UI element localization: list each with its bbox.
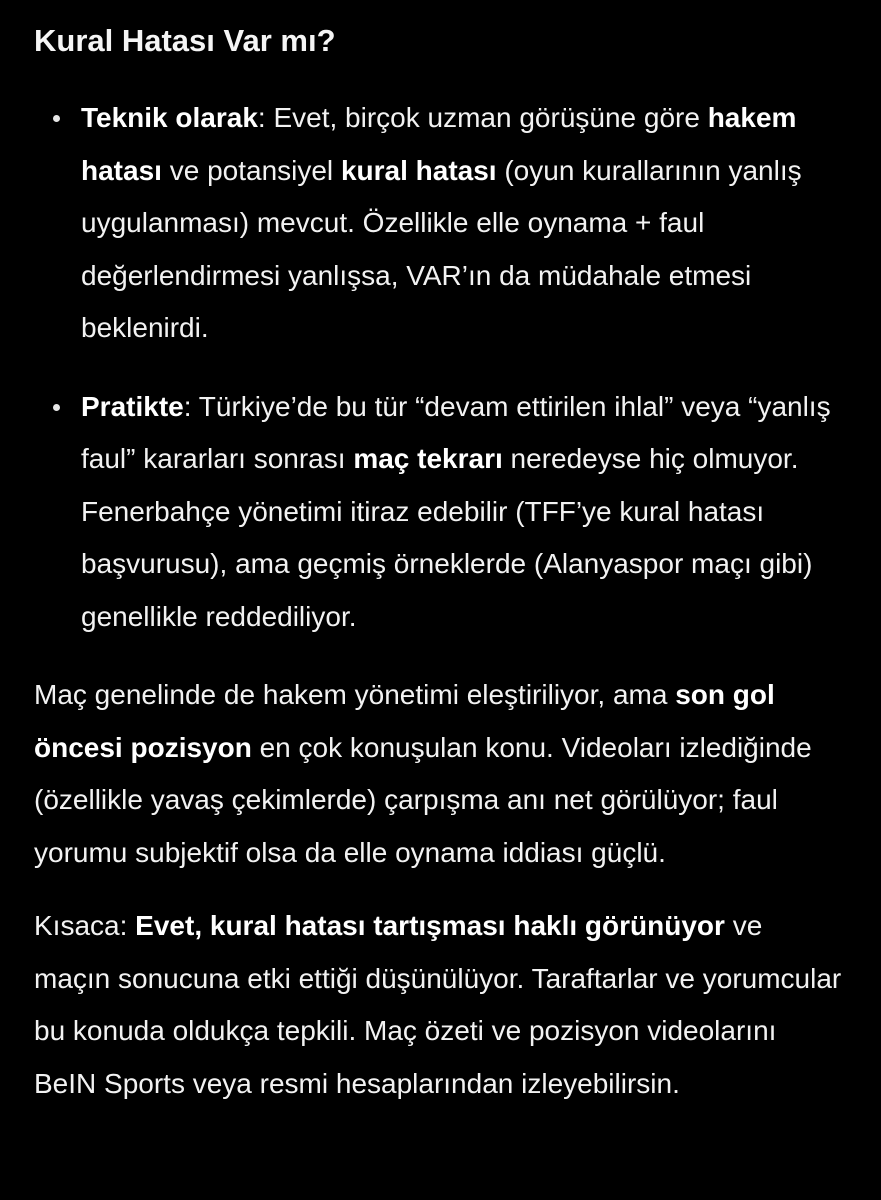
bullet-text: (oyun kurallarının yanlış uygulanması) mevcut. Özellikle elle oynama + faul değerlendirmesi yanlışsa, VAR’ın da müdahale etmesi beklenirdi.	[81, 154, 802, 343]
bullet-text: ve potansiyel	[161, 154, 341, 186]
bold-phrase: hakem hatası	[81, 102, 797, 186]
paragraph-text: ve maçın sonucuna etki ettiği düşünülüyor. Taraftarlar ve yorumcular bu konuda oldukça tepkili. Maç özeti ve pozisyon videolarını BeIN Sports veya resmi hesaplarından izleyebilirsin.	[34, 910, 842, 1099]
label-separator: :	[257, 102, 274, 133]
section-heading: Kural Hatası Var mı?	[34, 23, 336, 58]
bullet-dot-icon	[53, 404, 60, 411]
bold-phrase: son gol öncesi pozisyon	[34, 679, 775, 763]
bullet-text: Evet, birçok uzman görüşüne göre	[273, 102, 708, 133]
paragraph-text: Maç genelinde de hakem yönetimi eleştiriliyor, ama	[34, 679, 676, 710]
bullet-label: Teknik olarak	[81, 102, 258, 133]
bold-phrase: Evet, kural hatası tartışması haklı görünüyor	[135, 910, 725, 941]
bullet-item-practice	[34, 381, 845, 644]
bullet-dot-icon	[53, 115, 60, 122]
bold-phrase: kural hatası	[340, 154, 497, 186]
label-separator: :	[183, 390, 199, 422]
bullet-label: Pratikte	[81, 390, 184, 422]
bullet-item-technical	[34, 92, 845, 355]
bullet-text: Türkiye’de bu tür “devam ettirilen ihlal” veya “yanlış faul” kararları sonrası	[81, 390, 831, 474]
paragraph-general	[34, 669, 845, 879]
paragraph-text: en çok konuşulan konu. Videoları izlediğinde (özellikle yavaş çekimlerde) çarpışma anı net görülüyor; faul yorumu subjektif olsa da elle oynama iddiası güçlü.	[34, 731, 812, 868]
bold-phrase: maç tekrarı	[353, 443, 503, 474]
paragraph-text: Kısaca:	[34, 910, 136, 941]
bullet-list	[34, 92, 845, 643]
paragraph-summary	[34, 900, 845, 1110]
bullet-text: neredeyse hiç olmuyor. Fenerbahçe yönetimi itiraz edebilir (TFF’ye kural hatası başvurusu), ama geçmiş örneklerde (Alanyaspor maçı gibi) genellikle reddediliyor.	[81, 443, 813, 632]
